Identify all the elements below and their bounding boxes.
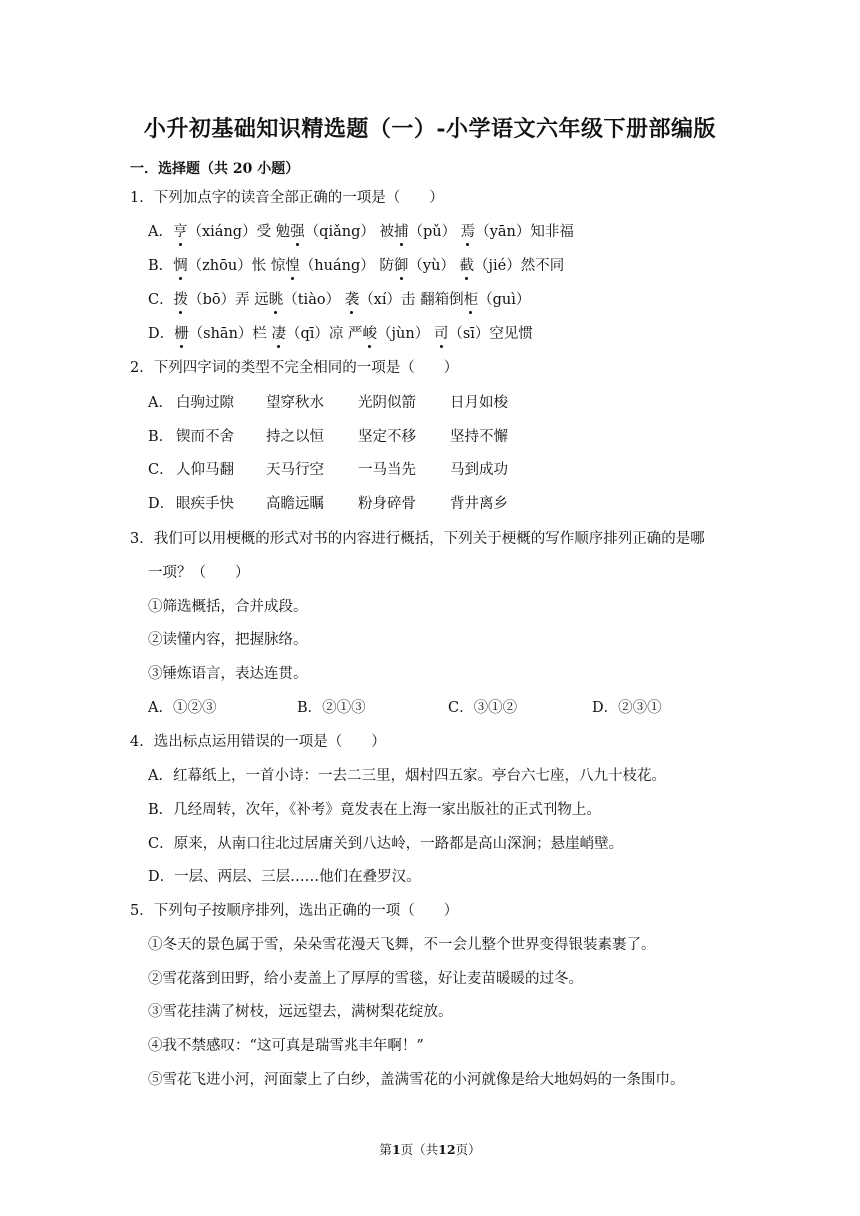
option-label: C． xyxy=(148,292,174,308)
footer-text: 页（共 xyxy=(400,1142,439,1157)
question-1-stem: 1．下列加点字的读音全部正确的一项是（ ） xyxy=(130,190,444,206)
question-1-option-c[interactable] xyxy=(148,290,530,310)
option-text: （xiáng）受 勉 xyxy=(187,224,291,240)
idiom: 粉身碎骨 xyxy=(358,496,416,512)
dotted-char: 拨 xyxy=(173,292,189,308)
option-text: （qiǎng） 被 xyxy=(304,224,394,240)
option-text: （yān）知非福 xyxy=(475,224,574,240)
page-footer xyxy=(0,1140,860,1158)
option-text: （qī）凉 严 xyxy=(286,326,363,342)
dotted-char: 焉 xyxy=(460,224,476,240)
option-text: （sī）空见惯 xyxy=(448,326,533,342)
dotted-char: 袭 xyxy=(344,292,360,308)
question-3-options xyxy=(148,698,662,718)
question-5-sentence-3: ③雪花挂满了树枝，远远望去，满树梨花绽放。 xyxy=(148,1004,453,1020)
option-label: A． xyxy=(148,395,173,411)
question-1-option-b[interactable] xyxy=(148,256,564,276)
page-total: 12 xyxy=(438,1142,456,1157)
footer-text: 第 xyxy=(379,1142,392,1157)
question-5-stem: 5．下列句子按顺序排列，选出正确的一项（ ） xyxy=(130,903,459,919)
option-text: （pǔ） xyxy=(408,224,461,240)
dotted-char: 司 xyxy=(433,326,449,342)
dotted-char: 柜 xyxy=(463,292,479,308)
idiom: 白驹过隙 xyxy=(176,395,234,411)
option-text: （jùn） xyxy=(377,326,434,342)
question-4-option-c[interactable]: C．原来，从南口往北过居庸关到八达岭，一路都是高山深涧；悬崖峭壁。 xyxy=(148,836,624,852)
option-label: B． xyxy=(148,429,174,445)
dotted-char: 眺 xyxy=(268,292,284,308)
question-2-option-d[interactable] xyxy=(148,494,508,514)
option-label: D． xyxy=(148,326,175,342)
dotted-char: 峻 xyxy=(362,326,378,342)
question-5-sentence-5: ⑤雪花飞进小河，河面蒙上了白纱，盖满雪花的小河就像是给大地妈妈的一条围巾。 xyxy=(148,1072,685,1088)
question-4-stem: 4．选出标点运用错误的一项是（ ） xyxy=(130,734,386,750)
question-5-sentence-4: ④我不禁感叹：“这可真是瑞雪兆丰年啊！” xyxy=(148,1038,424,1054)
question-3-option-a[interactable]: A．①②③ xyxy=(148,700,217,716)
question-2-option-b[interactable] xyxy=(148,427,508,447)
idiom: 眼疾手快 xyxy=(176,496,234,512)
option-text: （bō）弄 远 xyxy=(188,292,269,308)
idiom: 坚定不移 xyxy=(358,429,416,445)
idiom: 光阴似箭 xyxy=(358,395,416,411)
dotted-char: 强 xyxy=(290,224,305,240)
option-text: （jié）然不同 xyxy=(474,258,565,274)
question-3-step-3: ③锤炼语言，表达连贯。 xyxy=(148,666,308,682)
question-3-step-1: ①筛选概括，合并成段。 xyxy=(148,599,308,615)
option-text: （yù） xyxy=(408,258,460,274)
dotted-char: 惶 xyxy=(285,258,300,274)
question-4-option-b[interactable]: B．几经周转，次年，《补考》竟发表在上海一家出版社的正式刊物上。 xyxy=(148,802,601,818)
option-label: B． xyxy=(148,258,174,274)
question-3-stem-cont: 一项？（ ） xyxy=(148,565,250,581)
question-2-option-c[interactable] xyxy=(148,460,508,480)
idiom: 天马行空 xyxy=(266,462,324,478)
option-text: （tiào） xyxy=(283,292,345,308)
question-4-option-d[interactable]: D．一层、两层、三层……他们在叠罗汉。 xyxy=(148,869,421,885)
page-number: 1 xyxy=(391,1142,401,1157)
idiom: 锲而不舍 xyxy=(176,429,234,445)
option-text: （shān）栏 xyxy=(188,326,272,342)
dotted-char: 栅 xyxy=(174,326,189,342)
question-2-option-a[interactable] xyxy=(148,393,508,413)
dotted-char: 惆 xyxy=(173,258,188,274)
idiom: 持之以恒 xyxy=(266,429,324,445)
question-3-option-d[interactable]: D．②③① xyxy=(592,700,662,716)
option-label: C． xyxy=(148,462,174,478)
question-1-option-a[interactable] xyxy=(148,222,574,242)
dotted-char: 截 xyxy=(459,258,475,274)
idiom: 高瞻远瞩 xyxy=(266,496,324,512)
question-2-stem: 2．下列四字词的类型不完全相同的一项是（ ） xyxy=(130,360,459,376)
dotted-char: 亨 xyxy=(172,224,188,240)
option-text: （xí）击 翻箱倒 xyxy=(359,292,464,308)
dotted-char: 捕 xyxy=(393,224,409,240)
idiom: 马到成功 xyxy=(450,462,508,478)
question-3-step-2: ②读懂内容，把握脉络。 xyxy=(148,632,308,648)
option-text: （guì） xyxy=(478,292,531,308)
question-3-stem: 3．我们可以用梗概的形式对书的内容进行概括，下列关于梗概的写作顺序排列正确的是哪 xyxy=(130,531,705,547)
section-heading: 一．选择题（共 20 小题） xyxy=(130,161,300,177)
question-3-option-c[interactable]: C．③①② xyxy=(448,700,518,716)
question-5-sentence-2: ②雪花落到田野，给小麦盖上了厚厚的雪毯，好让麦苗暖暖的过冬。 xyxy=(148,971,583,987)
idiom: 人仰马翻 xyxy=(176,462,234,478)
idiom: 坚持不懈 xyxy=(450,429,508,445)
question-1-option-d[interactable] xyxy=(148,324,533,344)
option-text: （zhōu）怅 惊 xyxy=(187,258,286,274)
question-4-option-a[interactable]: A．红幕纸上，一首小诗：一去二三里，烟村四五家。亭台六七座，八九十枝花。 xyxy=(148,768,666,784)
footer-text: 页） xyxy=(455,1142,481,1157)
page-title: 小升初基础知识精选题（一）-小学语文六年级下册部编版 xyxy=(143,116,717,142)
option-text: （huáng） 防 xyxy=(299,258,394,274)
question-3-option-b[interactable]: B．②①③ xyxy=(297,700,366,716)
idiom: 望穿秋水 xyxy=(266,395,324,411)
option-label: D． xyxy=(148,496,175,512)
dotted-char: 御 xyxy=(393,258,409,274)
idiom: 背井离乡 xyxy=(450,496,508,512)
dotted-char: 凄 xyxy=(271,326,287,342)
question-5-sentence-1: ①冬天的景色属于雪，朵朵雪花漫天飞舞，不一会儿整个世界变得银装素裹了。 xyxy=(148,937,656,953)
idiom: 日月如梭 xyxy=(450,395,508,411)
option-label: A． xyxy=(148,224,173,240)
idiom: 一马当先 xyxy=(358,462,416,478)
